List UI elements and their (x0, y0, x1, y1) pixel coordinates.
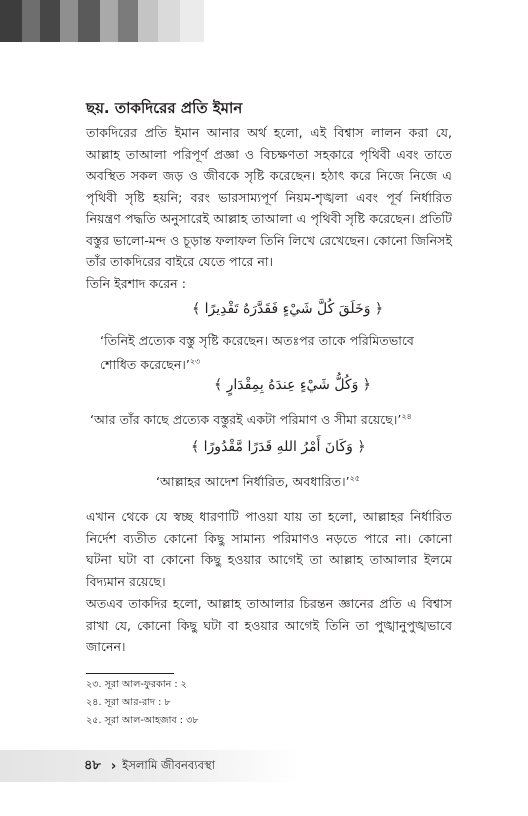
header-stripe-bar (0, 0, 204, 42)
book-title: ইসলামি জীবনব্যবস্থা (122, 757, 215, 772)
header-stripe (22, 0, 40, 42)
arabic-verse-1: ﴿ وَخَلَقَ كُلَّ شَيْءٍ فَقَدَّرَهُ تَقْدِيرًا ﴾ (192, 301, 384, 317)
header-stripe (40, 0, 60, 42)
footnote-ref-24: ২৪ (401, 412, 412, 421)
header-stripe (158, 0, 180, 42)
footnote-ref-25: ২৫ (349, 474, 361, 483)
page-footer (0, 750, 300, 782)
arabic-verse-3: ﴿ وَكَانَ أَمْرُ اللهِ قَدَرًا مَّقْدُورًا ﴾ (191, 439, 366, 455)
verse-3-translation (156, 468, 360, 492)
header-stripe (138, 0, 158, 42)
verse-2-translation (90, 406, 412, 430)
header-stripe (60, 0, 78, 42)
header-stripe (180, 0, 204, 42)
footnote-25: ২৫. সূরা আল-আহজাব : ৩৮ (86, 715, 199, 726)
verse-1-translation-line1: ‘তিনিই প্রত্যেক বস্তু সৃষ্টি করেছেন। অতঃপর তাকে পরিমিতভাবে (100, 333, 414, 348)
header-stripe (0, 0, 22, 42)
header-stripe (118, 0, 138, 42)
section-heading: ছয়. তাকদিরের প্রতি ইমান (86, 99, 243, 117)
verse-2-translation-line1: ‘আর তাঁর কাছে প্রত্যেক বস্তুরই একটা পরিমাণ ও সীমা রয়েছে।’ (90, 412, 402, 428)
paragraph-conclusion: অতএব তাকদির হলো, আল্লাহ তাআলার চিরন্তন জ্ঞানের প্রতি এ বিশ্বাস রাখা যে, কোনো কিছু ঘটা বা হওয়ার আগেই তিনি তা পুঙ্খানুপুঙ্খভাবে জানেন। (86, 596, 452, 654)
verse-1-translation-line2: শোধিত করেছেন।’ (100, 357, 190, 373)
header-stripe (78, 0, 100, 42)
arabic-verse-2: ﴿ وَكُلُّ شَيْءٍ عِندَهُ بِمِقْدَارٍ ﴾ (214, 377, 372, 393)
footnote-divider (86, 673, 174, 674)
paragraph-intro: তাকদিরের প্রতি ইমান আনার অর্থ হলো, এই বিশ্বাস লালন করা যে, আল্লাহ তাআলা পরিপূর্ণ প্রজ্ঞা ও বিচক্ষণতা সহকারে পৃথিবী এবং তাতে অবস্থিত সকল জড় ও জীবকে সৃষ্টি করেছেন। হঠাৎ করে নিজে নিজে এ পৃথিবী সৃষ্টি হয়নি; বরং ভারসাম্যপূর্ণ নিয়ম-শৃঙ্খলা এবং পূর্ব নির্ধারিত নিয়ন্ত্রণ পদ্ধতি অনুসারেই আল্লাহ তাআলা এ পৃথিবী সৃষ্টি করেছেন। প্রতিটি বস্তুর ভালো-মন্দ ও চূড়ান্ত ফলাফল তিনি লিখে রেখেছেন। কোনো জিনিসই তাঁর তাকদিরের বাইরে যেতে পারে না। (86, 125, 452, 269)
footnote-ref-23: ২৩ (189, 357, 201, 366)
header-stripe (100, 0, 118, 42)
verse-1-translation (100, 330, 414, 375)
intro-line: তিনি ইরশাদ করেন : (86, 276, 186, 291)
paragraph-explanation: এখান থেকে যে স্বচ্ছ ধারণাটি পাওয়া যায় তা হলো, আল্লাহর নির্ধারিত নির্দেশ ব্যতীত কোনো কিছু সামান্য পরিমাণও নড়তে পারে না। কোনো ঘটনা ঘটা বা কোনো কিছু হওয়ার আগেই তা আল্লাহ তাআলার ইলমে বিদ্যমান রয়েছে। (86, 509, 452, 589)
footnote-23: ২৩. সূরা আল-ফুরকান : ২ (86, 679, 187, 690)
page-number: ৪৮ (84, 757, 101, 773)
footnote-24: ২৪. সূরা আর-রাদ : ৮ (86, 697, 171, 708)
verse-3-translation-line1: ‘আল্লাহর আদেশ নির্ধারিত, অবধারিত।’ (156, 474, 350, 490)
chevron-right-icon: › (110, 758, 117, 774)
